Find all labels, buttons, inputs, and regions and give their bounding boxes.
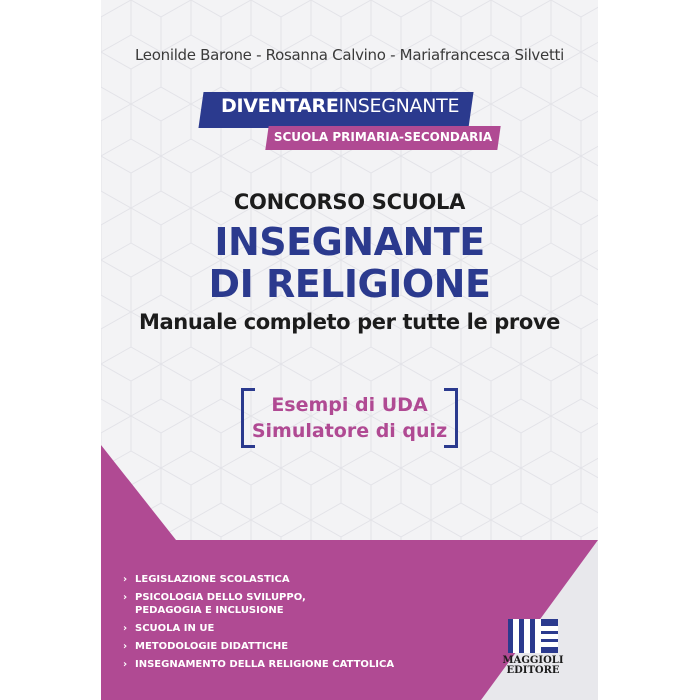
- chevron-right-icon: ›: [123, 623, 128, 634]
- extra-item-uda: Esempi di UDA: [271, 394, 428, 416]
- chevron-right-icon: ›: [123, 641, 128, 652]
- extra-item-quiz: Simulatore di quiz: [251, 420, 448, 442]
- series-subtitle: SCUOLA PRIMARIA-SECONDARIA: [273, 130, 493, 144]
- topics-list: [123, 573, 394, 676]
- book-subtitle: Manuale completo per tutte le prove: [139, 310, 560, 334]
- chevron-right-icon: ›: [123, 592, 128, 603]
- topic-item: › LEGISLAZIONE SCOLASTICA: [123, 574, 290, 585]
- book-cover: [101, 0, 598, 700]
- topic-item: › METODOLOGIE DIDATTICHE: [123, 641, 289, 652]
- series-title-light: INSEGNANTE: [338, 95, 460, 117]
- book-title-line1: INSEGNANTE: [214, 220, 485, 264]
- book-title-line2: DI RELIGIONE: [208, 262, 491, 306]
- publisher-logo-mark: [493, 617, 573, 655]
- topic-item: › SCUOLA IN UE: [123, 623, 215, 634]
- publisher-name-suffix: EDITORE: [506, 665, 560, 676]
- authors-line: Leonilde Barone - Rosanna Calvino - Mariafrancesca Silvetti: [135, 46, 564, 64]
- publisher-logo: [493, 617, 573, 677]
- chevron-right-icon: ›: [123, 574, 128, 585]
- topic-item: › PSICOLOGIA DELLO SVILUPPO, PEDAGOGIA E INCLUSIONE: [123, 592, 306, 616]
- series-title-bold: DIVENTARE: [221, 95, 339, 117]
- publisher-name: MAGGIOLI: [502, 655, 564, 666]
- chevron-right-icon: ›: [123, 659, 128, 670]
- topic-item: › INSEGNAMENTO DELLA RELIGIONE CATTOLICA: [123, 659, 395, 670]
- book-kicker: CONCORSO SCUOLA: [233, 190, 466, 214]
